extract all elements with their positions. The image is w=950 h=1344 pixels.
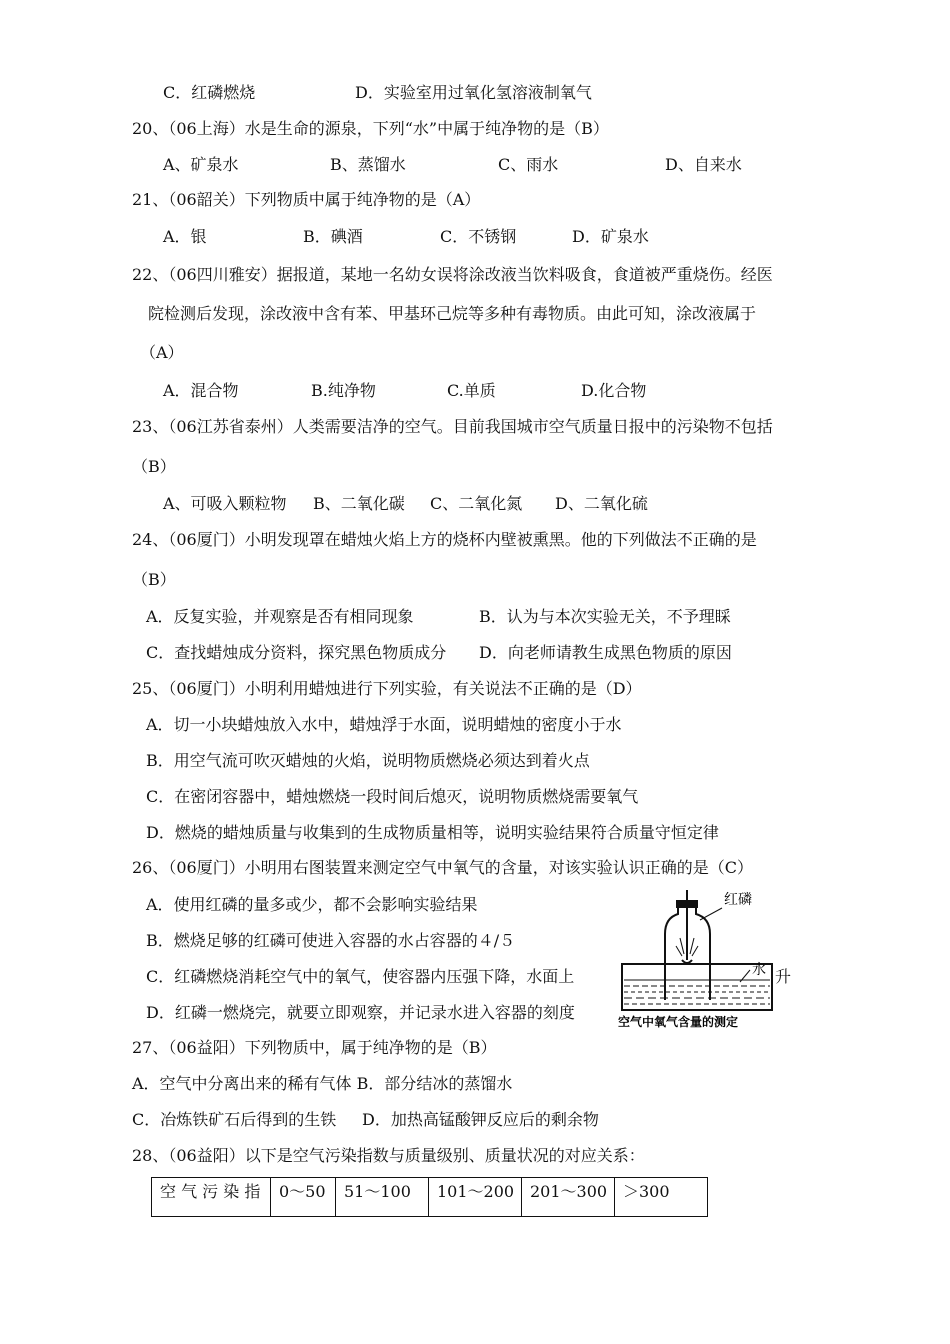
- option-b: B.纯净物: [311, 381, 376, 400]
- option-d: D、二氧化硫: [555, 494, 648, 513]
- question-21: 21、（06韶关）下列物质中属于纯净物的是（A）: [132, 190, 481, 209]
- option-a: A、可吸入颗粒物: [163, 494, 287, 513]
- aqi-table: [151, 1177, 708, 1217]
- option-b: B．用空气流可吹灭蜡烛的火焰，说明物质燃烧必须达到着火点: [146, 751, 590, 770]
- option-b: B．认为与本次实验无关，不予理睬: [479, 607, 731, 626]
- option-b: B．碘酒: [303, 227, 363, 246]
- label-water: 水: [752, 962, 766, 978]
- option-b: B、蒸馏水: [330, 155, 406, 174]
- label-phosphorus: 红磷: [724, 892, 752, 908]
- question-20: 20、（06上海）水是生命的源泉，下列“水”中属于纯净物的是（B）: [132, 119, 609, 138]
- option-d: D．向老师请教生成黑色物质的原因: [479, 643, 732, 662]
- question-28: 28、（06益阳）以下是空气污染指数与质量级别、质量状况的对应关系：: [132, 1146, 645, 1165]
- question-26: 26、（06厦门）小明用右图装置来测定空气中氧气的含量，对该实验认识正确的是（C）: [132, 858, 753, 877]
- question-22: 22、（06四川雅安）据报道，某地一名幼女误将涂改液当饮料吸食，食道被严重烧伤。经医: [132, 265, 773, 284]
- option-a: A．反复实验，并观察是否有相同现象: [146, 607, 414, 626]
- option-b: B、二氧化碳: [313, 494, 405, 513]
- option-b: B．燃烧足够的红磷可使进入容器的水占容器的４/５: [146, 931, 516, 950]
- option-c: C.单质: [447, 381, 496, 400]
- option-c: C．在密闭容器中，蜡烛燃烧一段时间后熄灭，说明物质燃烧需要氧气: [146, 787, 639, 806]
- question-25: 25、（06厦门）小明利用蜡烛进行下列实验，有关说法不正确的是（D）: [132, 679, 642, 698]
- table-cell: 201～300: [522, 1178, 615, 1217]
- option-c: C、雨水: [498, 155, 559, 174]
- option-a: A、矿泉水: [163, 155, 239, 174]
- option-a: A．使用红磷的量多或少，都不会影响实验结果: [146, 895, 478, 914]
- option-c: C．冶炼铁矿石后得到的生铁: [132, 1110, 337, 1129]
- option-a: A．混合物: [163, 381, 239, 400]
- option-a: A．银: [163, 227, 207, 246]
- oxygen-apparatus-figure: [600, 882, 800, 1034]
- table-row: [152, 1178, 708, 1217]
- option-d: D．燃烧的蜡烛质量与收集到的生成物质量相等，说明实验结果符合质量守恒定律: [146, 823, 719, 842]
- table-cell: 空 气 污 染 指: [152, 1178, 271, 1217]
- answer-24: （B）: [132, 570, 176, 589]
- question-23: 23、（06江苏省泰州）人类需要洁净的空气。目前我国城市空气质量日报中的污染物不包括: [132, 417, 773, 436]
- figure-caption: 空气中氧气含量的测定: [618, 1015, 739, 1029]
- question-22-cont: 院检测后发现，涂改液中含有苯、甲基环己烷等多种有毒物质。由此可知，涂改液属于: [148, 304, 757, 323]
- option-d: D．红磷一燃烧完，就要立即观察，并记录水进入容器的刻度: [146, 1003, 575, 1022]
- question-27: 27、（06益阳）下列物质中，属于纯净物的是（B）: [132, 1038, 497, 1057]
- option-d: D．矿泉水: [572, 227, 649, 246]
- question-24: 24、（06厦门）小明发现罩在蜡烛火焰上方的烧杯内壁被熏黑。他的下列做法不正确的是: [132, 530, 757, 549]
- option-d: D、自来水: [665, 155, 742, 174]
- table-cell: 101～200: [429, 1178, 522, 1217]
- option-c-tail: 升: [775, 967, 792, 986]
- option-c: C．不锈钢: [440, 227, 517, 246]
- option-d: D.化合物: [581, 381, 647, 400]
- apparatus-diagram: [600, 882, 800, 1034]
- answer-23: （B）: [132, 457, 176, 476]
- answer-22: （A）: [140, 343, 184, 362]
- option-d: D．实验室用过氧化氢溶液制氧气: [355, 83, 592, 102]
- option-a: A．切一小块蜡烛放入水中，蜡烛浮于水面，说明蜡烛的密度小于水: [146, 715, 622, 734]
- table-cell: 0～50: [271, 1178, 336, 1217]
- table-cell: 51～100: [336, 1178, 429, 1217]
- option-c: C、二氧化氮: [430, 494, 523, 513]
- option-c: C．红磷燃烧: [163, 83, 256, 102]
- option-d: D．加热高锰酸钾反应后的剩余物: [362, 1110, 599, 1129]
- option-c: C．查找蜡烛成分资料，探究黑色物质成分: [146, 643, 447, 662]
- table-cell: ＞300: [615, 1178, 708, 1217]
- options-27-ab: A．空气中分离出来的稀有气体 B．部分结冰的蒸馏水: [132, 1074, 513, 1093]
